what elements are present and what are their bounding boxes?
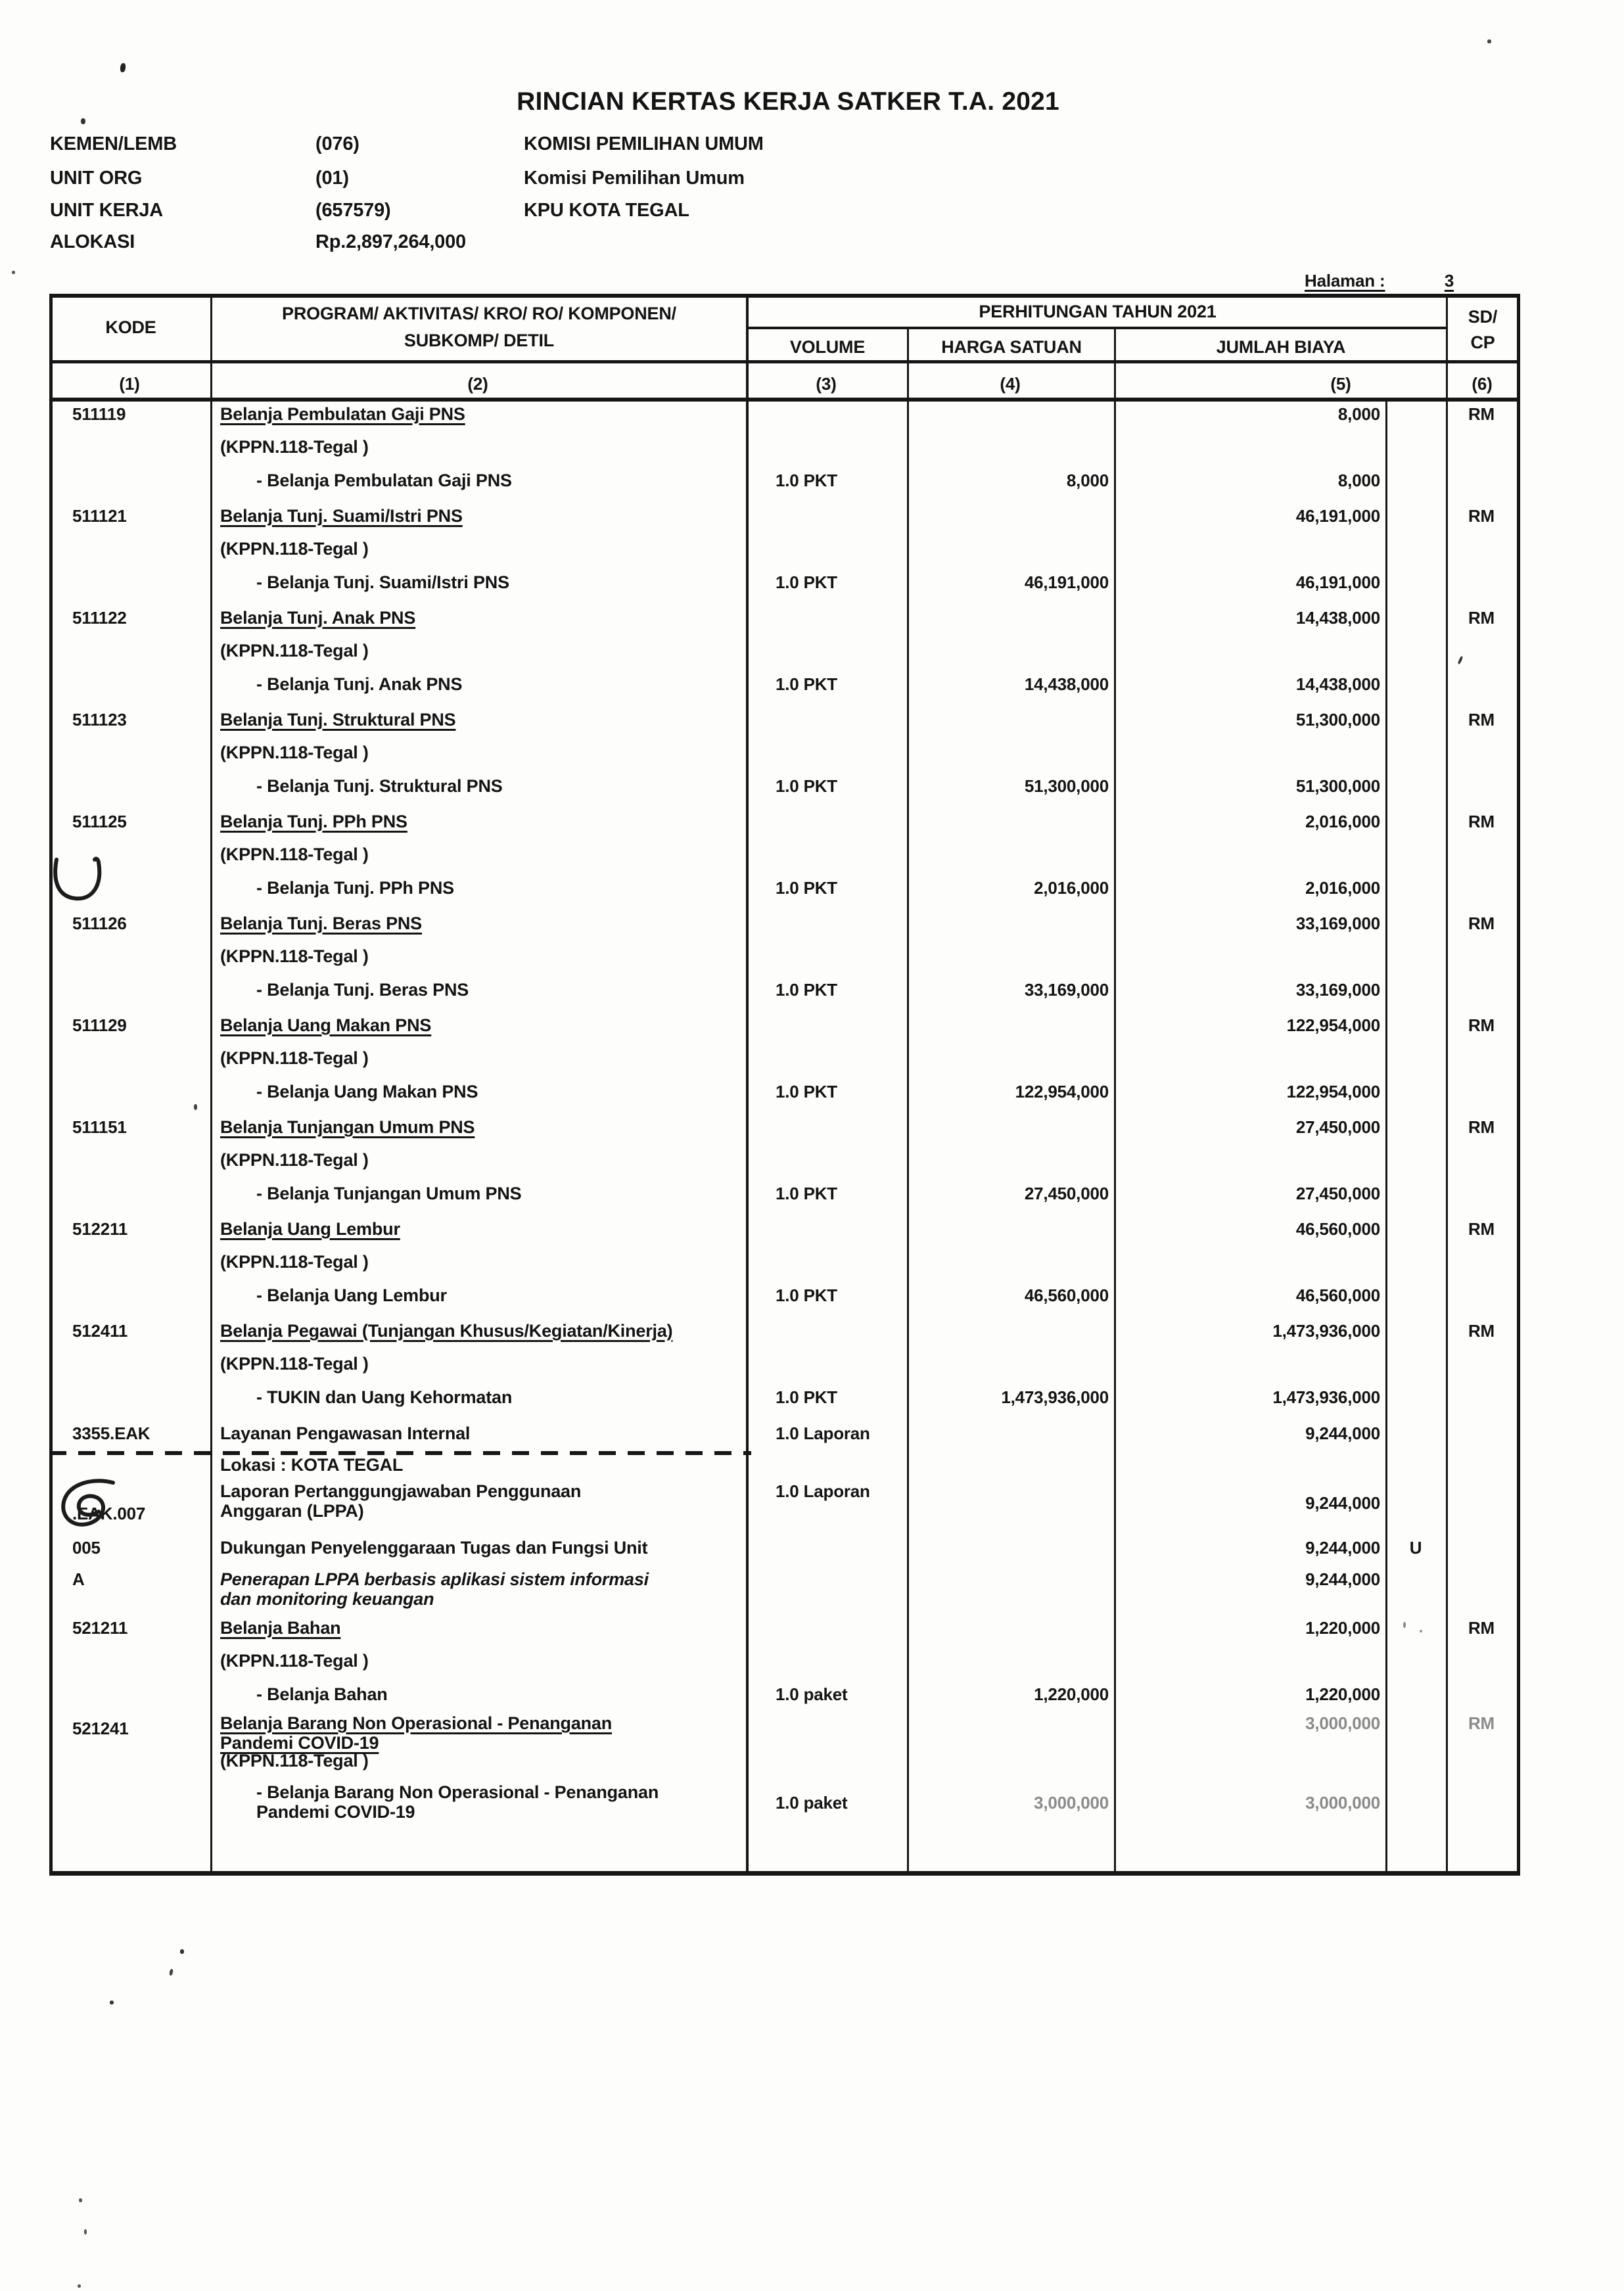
jumlah-biaya-cell: 1,473,936,000: [1272, 1321, 1380, 1341]
jumlah-biaya-cell: 14,438,000: [1295, 674, 1380, 694]
noise-speck: [110, 2001, 114, 2004]
volume-cell: 1.0 PKT: [776, 572, 837, 592]
meta-value: KPU KOTA TEGAL: [524, 200, 689, 221]
noise-speck: [180, 1949, 184, 1954]
harga-satuan-cell: 46,191,000: [1024, 572, 1109, 592]
uraian-cell: Belanja Tunj. Anak PNS: [220, 608, 416, 628]
jumlah-biaya-cell: 9,244,000: [1305, 1569, 1380, 1589]
uraian-cell: Penerapan LPPA berbasis aplikasi sistem informasi dan monitoring keuangan: [220, 1569, 649, 1609]
header-divider: [49, 360, 1520, 363]
noise-speck: [194, 1104, 197, 1110]
jumlah-biaya-cell: 27,450,000: [1295, 1117, 1380, 1137]
volume-cell: 1.0 PKT: [776, 878, 837, 898]
sdcp-cell: RM: [1468, 812, 1495, 831]
jumlah-biaya-cell: 27,450,000: [1295, 1184, 1380, 1203]
kode-cell: 511151: [72, 1117, 127, 1137]
handwritten-scribble-mark: [53, 1476, 122, 1534]
handwritten-check-mark: [50, 854, 110, 908]
col-line-detil: [746, 294, 749, 1874]
kode-cell: 511121: [72, 506, 127, 526]
uraian-cell: Belanja Tunj. Struktural PNS: [220, 710, 456, 729]
jumlah-biaya-cell: 33,169,000: [1295, 980, 1380, 1000]
jumlah-biaya-cell: 46,560,000: [1295, 1285, 1380, 1305]
column-number: (1): [119, 374, 140, 394]
header-program-line2: SUBKOMP/ DETIL: [404, 331, 555, 350]
column-number: (3): [816, 374, 837, 394]
harga-satuan-cell: 3,000,000: [1034, 1793, 1109, 1813]
kode-cell: 511119: [72, 404, 126, 424]
uraian-cell: - Belanja Tunj. Anak PNS: [256, 674, 463, 694]
noise-speck: [84, 2229, 87, 2234]
column-number: (5): [1330, 374, 1351, 394]
volume-cell: 1.0 PKT: [776, 1387, 837, 1407]
kode-cell: 512411: [72, 1321, 128, 1341]
meta-label: KEMEN/LEMB: [50, 133, 177, 154]
volume-cell: 1.0 Laporan: [776, 1481, 870, 1501]
header-perhitungan: PERHITUNGAN TAHUN 2021: [979, 302, 1217, 321]
uraian-cell: - TUKIN dan Uang Kehormatan: [256, 1387, 513, 1407]
jumlah-biaya-cell: 2,016,000: [1305, 878, 1380, 898]
uraian-cell: Belanja Tunj. PPh PNS: [220, 812, 407, 831]
harga-satuan-cell: 33,169,000: [1024, 980, 1109, 1000]
col-line-kode: [210, 294, 212, 1874]
uraian-cell: Layanan Pengawasan Internal: [220, 1423, 471, 1443]
noise-speck: [169, 1969, 174, 1976]
uraian-cell: (KPPN.118-Tegal ): [220, 1751, 369, 1770]
perhitungan-divider: [746, 327, 1448, 329]
noise-speck: [1487, 39, 1491, 43]
table-top-border: [49, 294, 1520, 298]
uraian-cell: - Belanja Bahan: [256, 1684, 388, 1704]
page-title: RINCIAN KERTAS KERJA SATKER T.A. 2021: [517, 87, 1059, 116]
halaman-label: Halaman :: [1305, 271, 1385, 290]
column-number: (6): [1472, 374, 1493, 394]
header-program-line1: PROGRAM/ AKTIVITAS/ KRO/ RO/ KOMPONEN/: [282, 304, 676, 323]
volume-cell: 1.0 PKT: [776, 776, 837, 796]
noise-speck: [120, 63, 126, 73]
uraian-cell: (KPPN.118-Tegal ): [220, 845, 369, 864]
sdcp-cell: RM: [1468, 1117, 1495, 1137]
table-bottom-border: [49, 1871, 1520, 1876]
jumlah-biaya-cell: 8,000: [1337, 404, 1380, 424]
uraian-cell: - Belanja Tunj. Beras PNS: [256, 980, 469, 1000]
harga-satuan-cell: 2,016,000: [1034, 878, 1109, 898]
meta-value: KOMISI PEMILIHAN UMUM: [524, 133, 764, 154]
jumlah-biaya-cell: 14,438,000: [1295, 608, 1380, 628]
table-left-border: [49, 294, 53, 1874]
kode-cell: 512211: [72, 1219, 128, 1239]
noise-speck: [12, 271, 15, 274]
header-kode: KODE: [105, 317, 156, 337]
jumlah-biaya-cell: 3,000,000: [1305, 1793, 1380, 1813]
uraian-cell: Dukungan Penyelenggaraan Tugas dan Fungsi Unit: [220, 1538, 648, 1558]
header-cp: CP: [1470, 333, 1495, 352]
uraian-cell: - Belanja Uang Makan PNS: [256, 1082, 478, 1101]
jumlah-biaya-cell: 51,300,000: [1295, 776, 1380, 796]
jumlah-biaya-cell: 46,560,000: [1295, 1219, 1380, 1239]
header-harga-satuan: HARGA SATUAN: [941, 337, 1082, 357]
noise-speck: [1420, 1630, 1422, 1632]
volume-cell: 1.0 PKT: [776, 674, 837, 694]
jumlah-biaya-cell: 122,954,000: [1286, 1015, 1380, 1035]
jumlah-biaya-cell: 3,000,000: [1305, 1713, 1380, 1733]
noise-speck: [79, 2198, 82, 2202]
sdcp-cell: RM: [1468, 914, 1495, 933]
header-jumlah-biaya: JUMLAH BIAYA: [1216, 337, 1346, 357]
meta-label: ALOKASI: [50, 231, 135, 252]
kode-cell: 521241: [72, 1719, 129, 1738]
uraian-cell: (KPPN.118-Tegal ): [220, 1048, 369, 1068]
sdcp-cell: RM: [1468, 1618, 1495, 1638]
sdcp-cell: RM: [1468, 506, 1495, 526]
harga-satuan-cell: 27,450,000: [1024, 1184, 1109, 1203]
kode-cell: A: [72, 1569, 85, 1589]
jumlah-biaya-cell: 9,244,000: [1305, 1423, 1380, 1443]
uraian-cell: (KPPN.118-Tegal ): [220, 743, 369, 762]
kode-cell: .EAK.007: [72, 1504, 146, 1523]
jumlah-biaya-cell: 33,169,000: [1295, 914, 1380, 933]
jumlah-biaya-cell: 9,244,000: [1305, 1538, 1380, 1558]
uraian-cell: (KPPN.118-Tegal ): [220, 1150, 369, 1170]
uraian-cell: Belanja Tunj. Beras PNS: [220, 914, 422, 933]
sdcp-cell: RM: [1468, 1015, 1495, 1035]
harga-satuan-cell: 8,000: [1066, 471, 1109, 490]
kode-cell: 3355.EAK: [72, 1423, 151, 1443]
jumlah-biaya-cell: 122,954,000: [1286, 1082, 1380, 1101]
kode-cell: 511122: [72, 608, 127, 628]
kode-cell: 511123: [72, 710, 127, 729]
sdcp-cell: RM: [1468, 1219, 1495, 1239]
noise-speck: [1403, 1622, 1406, 1628]
sdcp-cell: RM: [1468, 710, 1495, 729]
harga-satuan-cell: 46,560,000: [1024, 1285, 1109, 1305]
header-volume: VOLUME: [789, 337, 866, 357]
col-line-jumlah: [1385, 398, 1387, 1874]
uraian-cell: - Belanja Tunj. PPh PNS: [256, 878, 454, 898]
uraian-cell: (KPPN.118-Tegal ): [220, 1651, 369, 1671]
volume-cell: 1.0 paket: [776, 1684, 848, 1704]
jumlah-biaya-cell: 46,191,000: [1295, 506, 1380, 526]
uraian-cell: - Belanja Tunj. Struktural PNS: [256, 776, 503, 796]
volume-cell: 1.0 PKT: [776, 1285, 837, 1305]
harga-satuan-cell: 1,473,936,000: [1001, 1387, 1109, 1407]
volume-cell: 1.0 PKT: [776, 1082, 837, 1101]
sdcp-cell: RM: [1468, 1321, 1495, 1341]
noise-speck: [81, 118, 85, 124]
jumlah-biaya-cell: 2,016,000: [1305, 812, 1380, 831]
colnum-divider: [49, 398, 1520, 402]
volume-cell: 1.0 PKT: [776, 980, 837, 1000]
column-number: (2): [467, 374, 488, 394]
uraian-cell: Belanja Tunj. Suami/Istri PNS: [220, 506, 463, 526]
jumlah-biaya-cell: 9,244,000: [1305, 1493, 1380, 1513]
harga-satuan-cell: 51,300,000: [1024, 776, 1109, 796]
uraian-cell: Belanja Uang Lembur: [220, 1219, 400, 1239]
uraian-cell: - Belanja Tunjangan Umum PNS: [256, 1184, 522, 1203]
kode-cell: 511129: [72, 1015, 127, 1035]
uraian-cell: (KPPN.118-Tegal ): [220, 1354, 369, 1374]
harga-satuan-cell: 122,954,000: [1015, 1082, 1109, 1101]
jumlah-biaya-cell: 8,000: [1337, 471, 1380, 490]
uraian-cell: Belanja Barang Non Operasional - Penanganan Pandemi COVID-19: [220, 1713, 613, 1753]
jumlah-biaya-cell: 1,220,000: [1305, 1618, 1380, 1638]
kode-cell: 005: [72, 1538, 101, 1558]
harga-satuan-cell: 14,438,000: [1024, 674, 1109, 694]
volume-cell: 1.0 paket: [776, 1793, 848, 1813]
meta-label: UNIT KERJA: [50, 200, 164, 221]
col-line-volume: [907, 327, 909, 1874]
jumlah-biaya-cell: 46,191,000: [1295, 572, 1380, 592]
kode-cell: 521211: [72, 1618, 128, 1638]
meta-code: Rp.2,897,264,000: [315, 231, 466, 252]
jumlah-biaya-cell: 1,473,936,000: [1272, 1387, 1380, 1407]
meta-value: Komisi Pemilihan Umum: [524, 168, 745, 189]
uraian-cell: (KPPN.118-Tegal ): [220, 946, 369, 966]
uraian-cell: Belanja Tunjangan Umum PNS: [220, 1117, 475, 1137]
uraian-cell: (KPPN.118-Tegal ): [220, 641, 369, 660]
column-number: (4): [1000, 374, 1021, 394]
u-flag-cell: U: [1409, 1538, 1422, 1558]
uraian-cell: Belanja Pembulatan Gaji PNS: [220, 404, 465, 424]
uraian-cell: Belanja Bahan: [220, 1618, 341, 1638]
sdcp-cell: RM: [1468, 1713, 1495, 1733]
jumlah-biaya-cell: 51,300,000: [1295, 710, 1380, 729]
halaman-number: 3: [1444, 271, 1454, 290]
uraian-cell: (KPPN.118-Tegal ): [220, 539, 369, 559]
uraian-cell: (KPPN.118-Tegal ): [220, 1252, 369, 1272]
volume-cell: 1.0 Laporan: [776, 1423, 870, 1443]
volume-cell: 1.0 PKT: [776, 1184, 837, 1203]
volume-cell: 1.0 PKT: [776, 471, 837, 490]
uraian-cell: - Belanja Barang Non Operasional - Penanganan Pandemi COVID-19: [256, 1782, 659, 1822]
meta-code: (657579): [315, 200, 391, 221]
uraian-cell: Belanja Pegawai (Tunjangan Khusus/Kegiatan/Kinerja): [220, 1321, 673, 1341]
noise-speck: [78, 2284, 81, 2288]
sdcp-cell: RM: [1468, 404, 1495, 424]
uraian-cell: Belanja Uang Makan PNS: [220, 1015, 432, 1035]
kode-cell: 511126: [72, 914, 127, 933]
uraian-cell: - Belanja Tunj. Suami/Istri PNS: [256, 572, 509, 592]
meta-code: (01): [315, 168, 349, 189]
sdcp-cell: RM: [1468, 608, 1495, 628]
uraian-cell: Lokasi : KOTA TEGAL: [220, 1455, 404, 1475]
meta-code: (076): [315, 133, 360, 154]
header-sd: SD/: [1468, 307, 1498, 327]
uraian-cell: Laporan Pertanggungjawaban Penggunaan Anggaran (LPPA): [220, 1481, 582, 1521]
col-line-harga: [1114, 327, 1116, 1874]
table-right-border: [1517, 294, 1520, 1874]
uraian-cell: (KPPN.118-Tegal ): [220, 437, 369, 457]
harga-satuan-cell: 1,220,000: [1034, 1684, 1109, 1704]
noise-speck: [1458, 656, 1464, 665]
meta-label: UNIT ORG: [50, 168, 143, 189]
uraian-cell: - Belanja Uang Lembur: [256, 1285, 447, 1305]
jumlah-biaya-cell: 1,220,000: [1305, 1684, 1380, 1704]
kode-cell: 511125: [72, 812, 127, 831]
uraian-cell: - Belanja Pembulatan Gaji PNS: [256, 471, 512, 490]
